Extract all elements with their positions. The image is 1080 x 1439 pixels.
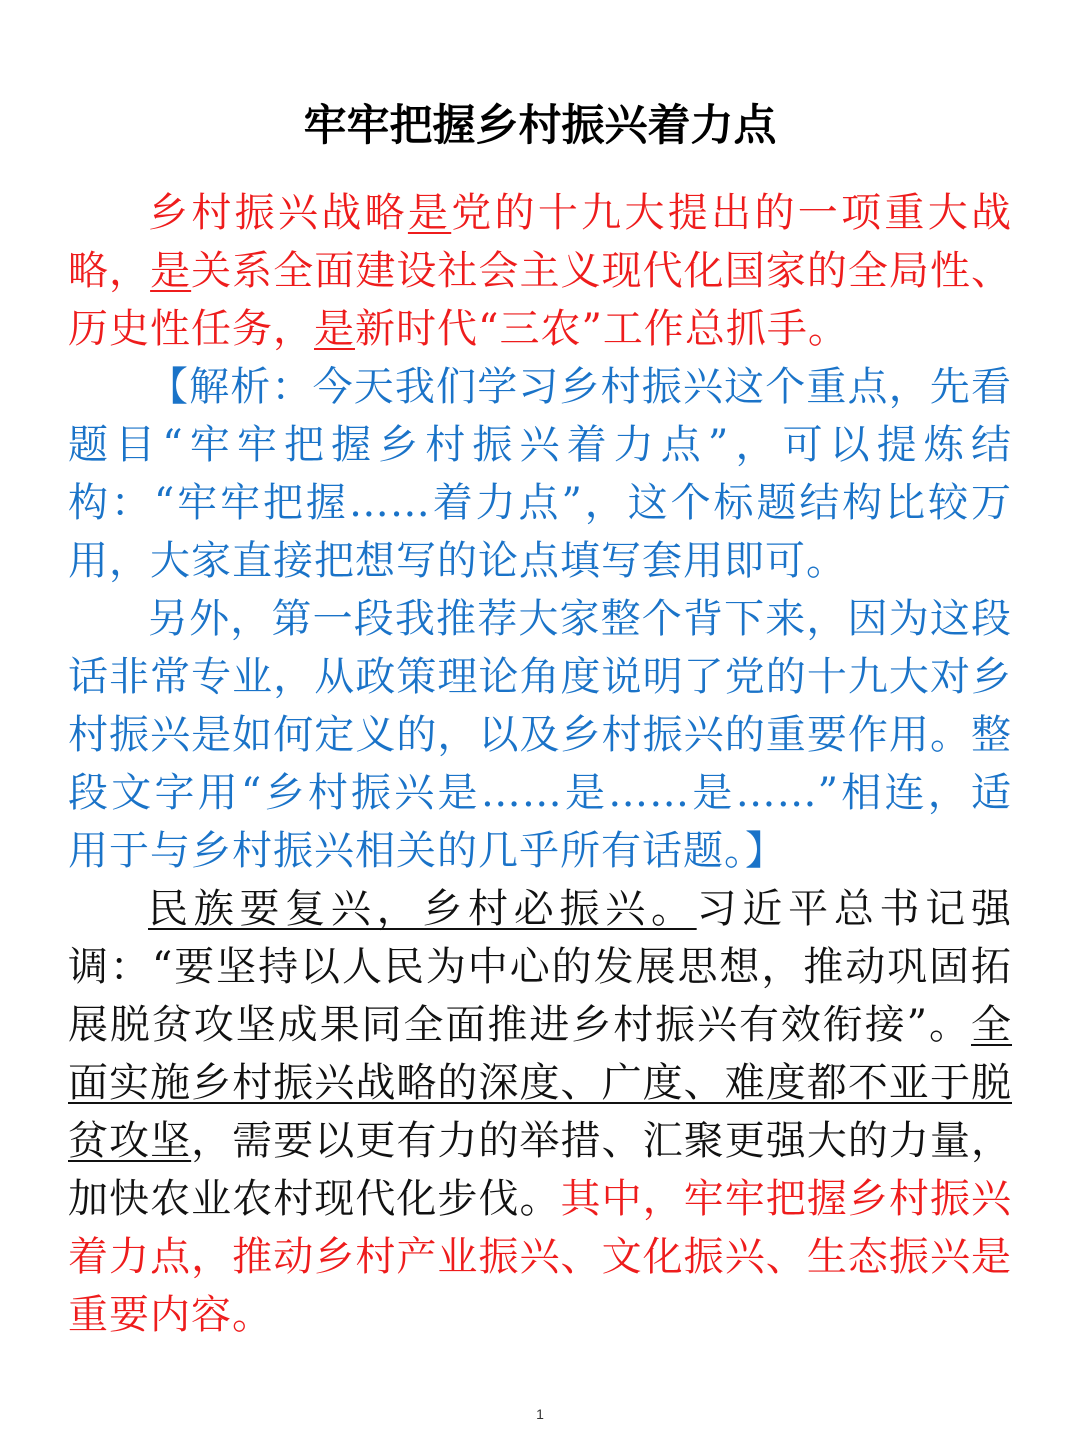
text-segment: 新时代“三农”工作总抓手。 [355, 306, 849, 352]
text-segment: 习近平总书记强调：“要坚持以人民为中心的发展思想，推动巩固拓展脱贫攻坚成果同全面推进乡村振兴有效衔接”。 [68, 886, 1013, 1048]
underlined-shi: 是 [314, 306, 355, 352]
page-title: 牢牢把握乡村振兴着力点 [303, 101, 777, 151]
paragraph-analysis-1: 【解析：今天我们学习乡村振兴这个重点，先看题目“牢牢把握乡村振兴着力点”，可以提炼结构：“牢牢把握……着力点”，这个标题结构比较万用，大家直接把想写的论点填写套用即可。 [68, 364, 1012, 584]
document-body [68, 184, 1012, 1344]
highlighted-segment: 其中，牢牢把握乡村振兴着力点，推动乡村产业振兴、文化振兴、生态振兴是重要内容。 [68, 1176, 1013, 1338]
underlined-segment: 全面实施乡村振兴战略的深度、广度、难度都不亚于脱贫攻坚 [68, 1002, 1012, 1164]
text-segment: ，需要以更有力的举措、汇聚更强大的力量，加快农业农村现代化步伐。 [68, 1118, 1013, 1222]
page-number: 1 [536, 1406, 544, 1422]
paragraph-body [68, 880, 1012, 1344]
text-segment: 党的十九大提出的一项重大战略， [68, 190, 1013, 294]
underlined-shi: 是 [150, 248, 192, 294]
text-segment: 关系全面建设社会主义现代化国家的全局性、历史性任务， [68, 248, 1013, 352]
underlined-shi: 是 [407, 190, 452, 236]
paragraph-analysis-2: 另外，第一段我推荐大家整个背下来，因为这段话非常专业，从政策理论角度说明了党的十九大对乡村振兴是如何定义的，以及乡村振兴的重要作用。整段文字用“乡村振兴是……是……是……”相连，适用于与乡村振兴相关的几乎所有话题。】 [68, 596, 1012, 874]
text-segment: 乡村振兴战略 [148, 190, 408, 236]
paragraph-definition [68, 184, 1012, 358]
underlined-segment: 民族要复兴，乡村必振兴。 [148, 886, 697, 932]
